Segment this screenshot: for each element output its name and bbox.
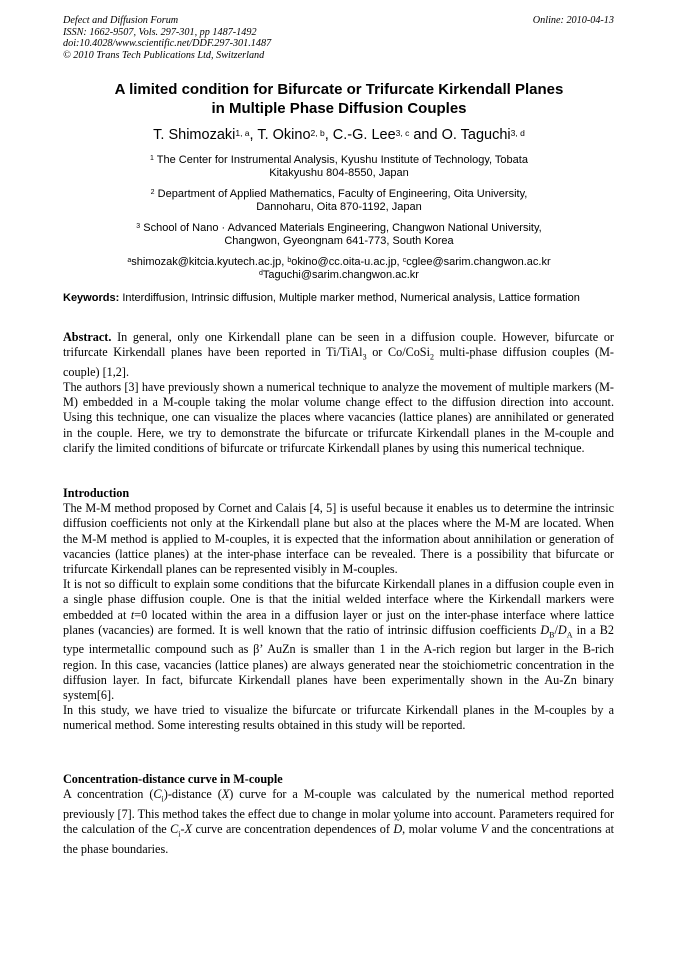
math-variable: X (221, 787, 230, 802)
body-text: In general, only one Kirkendall plane can be seen in a diffusion couple. However, bifurcate or trifurcate Kirkendall planes have been reported in Ti/TiAl (63, 330, 614, 360)
journal-copyright: © 2010 Trans Tech Publications Ltd, Switzerland (63, 49, 265, 61)
intro-paragraph-2 (63, 577, 614, 703)
body-text: and the concentrations at the phase boundaries. (63, 822, 615, 856)
body-text: or Co/CoSi (366, 345, 430, 360)
author-mark: 2, b (310, 128, 325, 138)
body-text: =0 located within the area in a diffusion layer or just on the inter-phase interface where lattice planes (vacancies) are formed. It is well known that the ratio of intrinsic diffusion coefficients (63, 607, 614, 637)
affiliation-number: 1 (150, 155, 154, 162)
body-text: / (554, 622, 558, 637)
section-heading: Introduction (63, 486, 130, 500)
paper-title (40, 80, 638, 118)
affiliation-text: Department of Applied Mathematics, Faculty of Engineering, Oita University, (157, 188, 528, 200)
author-emails (60, 256, 618, 282)
intro-paragraph-3: In this study, we have tried to visualize the bifurcate or trifurcate Kirkendall planes in the M-couples by a numerical method. Some interesting results obtained in this study will be reported. (63, 703, 614, 733)
math-variable: C (170, 822, 179, 837)
subscript: 3 (362, 352, 367, 362)
title-line-2: in Multiple Phase Diffusion Couples (211, 100, 467, 117)
author-name: T. Okino (257, 127, 311, 143)
author-mark: 3, c (395, 128, 410, 138)
affiliation-number: 2 (150, 189, 155, 196)
affiliation-text: Dannoharu, Oita 870-1192, Japan (256, 201, 422, 213)
journal-doi: doi:10.4028/www.scientific.net/DDF.297-301.1487 (63, 38, 272, 50)
math-variable: t (130, 607, 135, 622)
author-mark: 3, d (510, 128, 525, 138)
subscript: i (178, 829, 181, 839)
body-text: in a B2 type intermetallic compound such as β’ AuZn is smaller than 1 in the A-rich region but larger in the B-rich region. In this case, vacancies (lattice planes) are always generated near the stoichiometric concentration in the diffusion layer. In fact, bifurcate Kirkendall planes have been experimentally shown in the Au-Zn binary system[6]. (63, 622, 614, 703)
math-variable: C (153, 787, 162, 802)
subscript: A (566, 630, 573, 640)
author-separator: and (409, 127, 442, 143)
affiliation-number: 3 (136, 223, 141, 230)
concentration-section (63, 772, 614, 857)
author-name: C.-G. Lee (332, 127, 396, 143)
email-mark: b (287, 257, 292, 264)
email-link[interactable]: shimozak@kitcia.kyutech.ac.jp, (131, 256, 288, 268)
affiliation-3 (60, 222, 618, 248)
math-variable: ~ D (393, 822, 402, 837)
intro-paragraph-1: The M-M method proposed by Cornet and Calais [4, 5] is useful because it enables us to determine the intrinsic diffusion coefficients not only at the Kirkendall plane but also at the places where the M-M are located. When the M-M method is applied to M-couples, it is expected that the information about annihilation or generation of vacancies (lattice planes) at the inter-phase interface can be revealed. There is a possibility that bifurcate or trifurcate Kirkendall planes can be represented visibly in M-couples. (63, 501, 614, 577)
author-list (40, 126, 638, 144)
math-variable: D (557, 622, 567, 637)
email-mark: a (127, 257, 132, 264)
title-line-1: A limited condition for Bifurcate or Trifurcate Kirkendall Planes (114, 81, 564, 98)
body-text: A concentration ( (63, 787, 154, 802)
author-name: O. Taguchi (441, 127, 511, 143)
abstract-label: Abstract. (63, 330, 112, 344)
journal-issn: ISSN: 1662-9507, Vols. 297-301, pp 1487-1492 (63, 26, 257, 38)
body-text: )-distance ( (163, 787, 222, 802)
affiliation-2 (60, 188, 618, 214)
online-date: Online: 2010-04-13 (532, 15, 614, 26)
abstract-paragraph-2: The authors [3] have previously shown a numerical technique to analyze the movement of multiple markers (M-M) embedded in a M-couple taking the molar volume change effect to the diffusion direction into account. Using this technique, one can visualize the places where vacancies (lattice planes) are annihilated or generated in the couple. Here, we try to demonstrate the bifurcate or trifurcate Kirkendall planes in the M-couple and clarify the limited conditions of bifurcate or trifurcate Kirkendall planes by using this numerical technique. (63, 380, 614, 455)
body-text: , molar volume (402, 822, 481, 837)
subscript: i (161, 794, 164, 804)
author-separator: , (249, 127, 258, 143)
journal-name: Defect and Diffusion Forum (63, 15, 179, 26)
journal-header (63, 15, 271, 61)
math-variable: D (540, 622, 550, 637)
keywords-text: Interdiffusion, Intrinsic diffusion, Multiple marker method, Numerical analysis, Lattice formation (122, 292, 580, 304)
body-text: curve are concentration dependences of (192, 822, 394, 837)
introduction-section (63, 486, 614, 734)
email-link[interactable]: okino@cc.oita-u.ac.jp, (291, 256, 403, 268)
math-variable: V (480, 822, 488, 837)
affiliation-1 (60, 154, 618, 180)
author-separator: , (324, 127, 333, 143)
keywords (63, 292, 614, 305)
affiliation-text: Changwon, Gyeongnam 641-773, South Korea (224, 235, 454, 247)
body-text: - (180, 822, 185, 837)
abstract-section (63, 330, 614, 456)
email-link[interactable]: Taguchi@sarim.changwon.ac.kr (262, 269, 419, 281)
affiliation-text: School of Nano · Advanced Materials Engineering, Changwon National University, (143, 222, 542, 234)
email-mark: c (402, 257, 407, 264)
email-link[interactable]: cglee@sarim.changwon.ac.kr (406, 256, 551, 268)
subscript: 2 (429, 352, 434, 362)
subscript: B (549, 630, 555, 640)
section-heading: Concentration-distance curve in M-couple (63, 772, 283, 786)
keywords-label: Keywords: (63, 292, 120, 304)
affiliation-text: Kitakyushu 804-8550, Japan (269, 167, 409, 179)
abstract-paragraph-1 (63, 330, 614, 380)
body-text: ) curve for a M-couple was calculated by the numerical method reported previously [7]. This method takes the effect due to change in molar volume into account. Parameters required for the calculation of the (63, 787, 614, 837)
concentration-paragraph-1 (63, 787, 614, 857)
author-name: T. Shimozaki (153, 127, 236, 143)
email-mark: d (259, 270, 263, 277)
body-text: It is not so difficult to explain some conditions that the bifurcate Kirkendall planes in a diffusion couple even in a single phase diffusion couple. One is that the initial welded interface where the Kirkendall markers were embedded at (63, 577, 614, 622)
math-variable: X (184, 822, 193, 837)
body-text: multi-phase diffusion couples (M-couple) [1,2]. (63, 345, 614, 379)
affiliation-text: The Center for Instrumental Analysis, Kyushu Institute of Technology, Tobata (156, 154, 528, 166)
author-mark: 1, a (235, 128, 250, 138)
